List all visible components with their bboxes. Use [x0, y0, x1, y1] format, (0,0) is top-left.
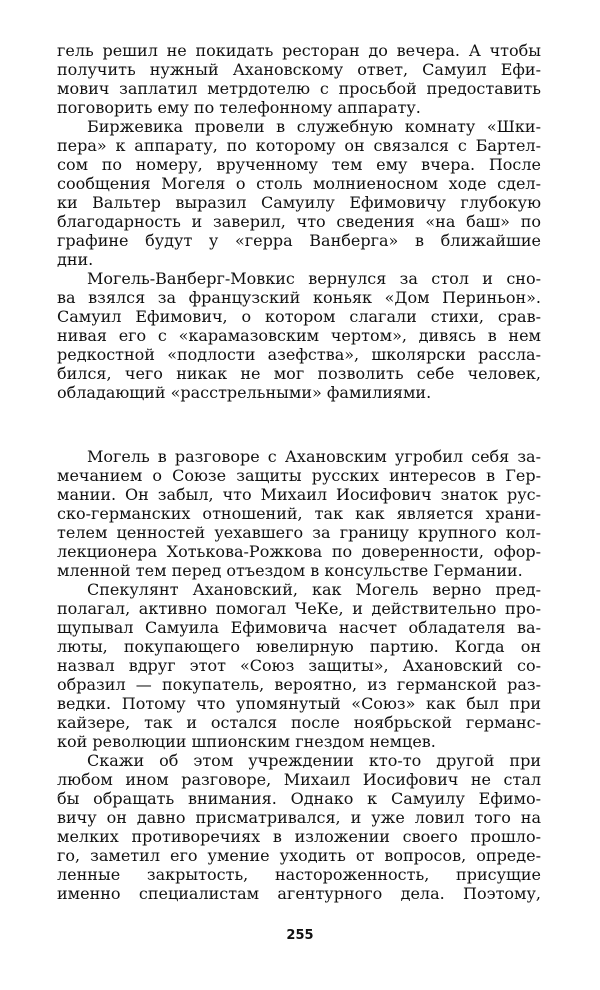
text-line: поговорить ему по телефонному аппарату. [57, 98, 421, 117]
text-line: лекционера Хотькова-Рожкова по доверенности, офор- [57, 542, 541, 561]
paragraph [57, 751, 541, 903]
text-line: вичу он давно присматривался, и уже ловил того на [57, 808, 541, 827]
text-line: образил — покупатель, вероятно, из германской раз- [57, 675, 541, 694]
text-line: люты, покупающего ювелирную партию. Когда он [57, 637, 541, 656]
text-line: ленные закрытость, настороженность, присущие [57, 865, 541, 884]
text-line: пера» к аппарату, по которому он связался с Бартел- [57, 136, 541, 155]
text-line: кой революции шпионским гнездом немцев. [57, 732, 436, 751]
text-line: мович заплатил метрдотелю с просьбой предоставить [57, 79, 541, 98]
text-line: полагал, активно помогал ЧеКе, и действительно про- [57, 599, 541, 618]
text-line: ведки. Потому что упомянутый «Союз» как был при [57, 694, 541, 713]
text-line: Спекулянт Ахановский, как Могель верно пред- [87, 580, 541, 599]
text-line: мленной тем перед отъездом в консульстве Германии. [57, 561, 523, 580]
text-line: го, заметил его умение уходить от вопросов, опреде- [57, 846, 541, 865]
text-line: ки Вальтер выразил Самуилу Ефимовичу глубокую [57, 193, 541, 212]
text-line: гель решил не покидать ресторан до вечера. А чтобы [57, 41, 541, 60]
text-line: Скажи об этом учреждении кто-то другой при [87, 751, 541, 770]
text-line: мелких противоречиях в изложении своего прошло- [57, 827, 541, 846]
text-line: Могель-Ванберг-Мовкис вернулся за стол и сно- [87, 269, 541, 288]
text-line: дни. [57, 250, 94, 269]
page-number: 255 [286, 928, 314, 943]
text-line: назвал вдруг этот «Союз защиты», Ахановский со- [57, 656, 541, 675]
text-line: сообщения Могеля о столь молниеносном ходе сдел- [57, 174, 541, 193]
text-line: мечанием о Союзе защиты русских интересов в Гер- [57, 466, 541, 485]
text-line: мании. Он забыл, что Михаил Иосифович знаток рус- [57, 485, 541, 504]
text-line: редкостной «подлости азефства», школярски рассла- [57, 345, 541, 364]
text-line: ско-германских отношений, так как является храни- [57, 504, 541, 523]
text-line: нивая его с «карамазовским чертом», дивясь в нем [57, 326, 541, 345]
paragraph [57, 447, 541, 580]
text-line: получить нужный Ахановскому ответ, Самуил Ефи- [57, 60, 541, 79]
paragraph [57, 117, 541, 269]
text-line: ва взялся за французский коньяк «Дом Периньон». [57, 288, 541, 307]
text-line: именно специалистам агентурного дела. Поэтому, [57, 884, 541, 903]
text-line: телем ценностей уехавшего за границу крупного кол- [57, 523, 541, 542]
paragraph [57, 269, 541, 402]
text-line: благодарность и заверил, что сведения «на баш» по [57, 212, 541, 231]
text-line: любом ином разговоре, Михаил Иосифович не стал [57, 770, 541, 789]
text-line: бы обращать внимания. Однако к Самуилу Ефимо- [57, 789, 541, 808]
text-line: графине будут у «герра Ванберга» в ближайшие [57, 231, 541, 250]
text-line: Самуил Ефимович, о котором слагали стихи, срав- [57, 307, 541, 326]
text-line: кайзере, так и остался после ноябрьской германс- [57, 713, 541, 732]
text-line: щупывал Самуила Ефимовича насчет обладателя ва- [57, 618, 541, 637]
text-line: бился, чего никак не мог позволить себе человек, [57, 364, 541, 383]
text-line: сом по номеру, врученному тем ему вчера. После [57, 155, 541, 174]
text-line: Могель в разговоре с Ахановским угробил себя за- [87, 447, 541, 466]
text-line: Биржевика провели в служебную комнату «Шки- [87, 117, 541, 136]
text-block-1 [57, 41, 541, 402]
paragraph-continued [57, 41, 541, 117]
text-block-2 [57, 447, 541, 903]
paragraph [57, 580, 541, 751]
text-line: обладающий «расстрельными» фамилиями. [57, 383, 432, 402]
